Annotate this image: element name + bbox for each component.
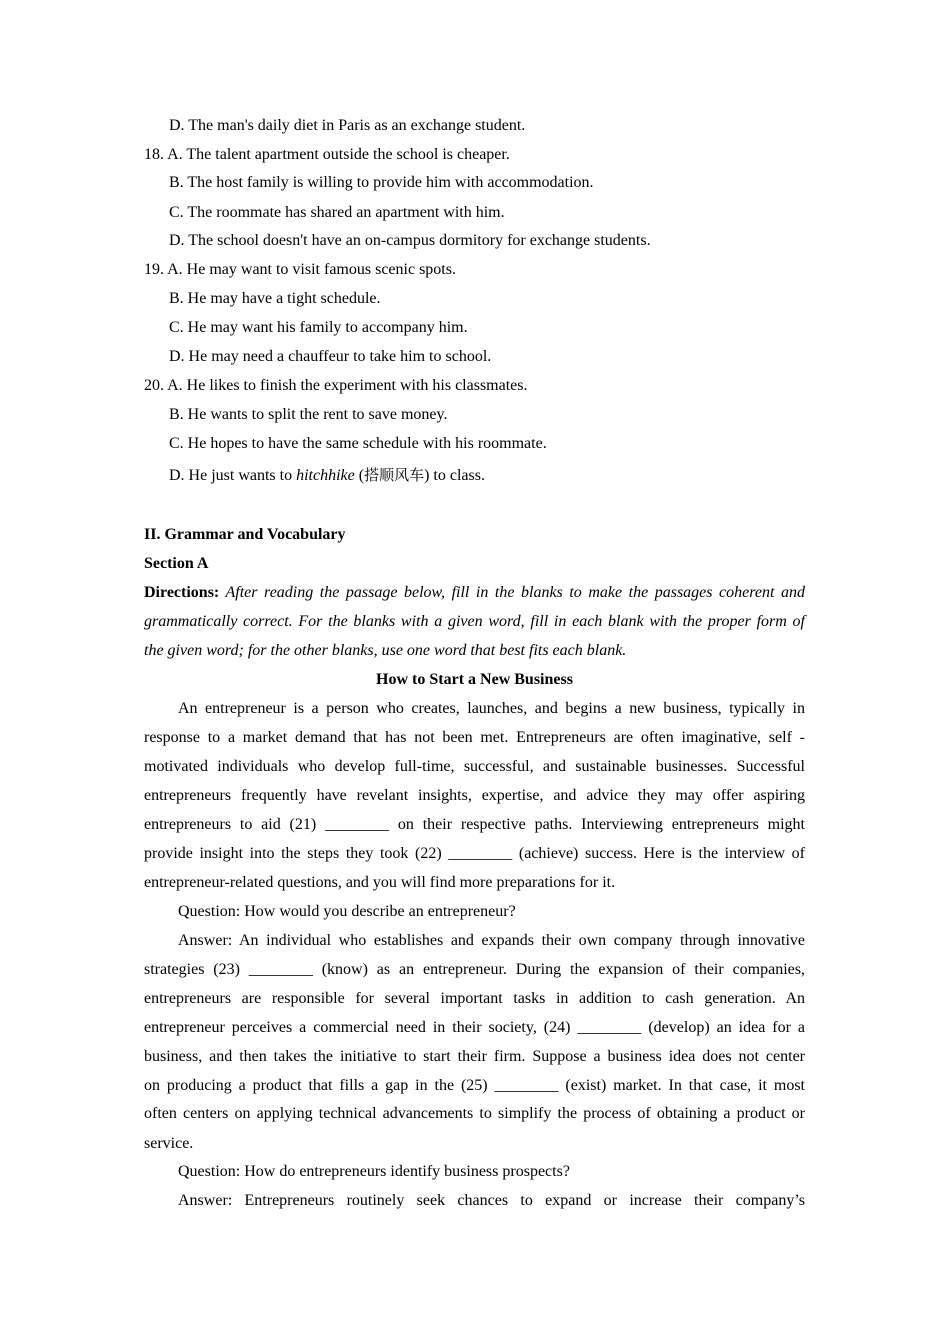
q20-option-c: C. He hopes to have the same schedule with his roommate. (169, 435, 547, 452)
answer1-line: entrepreneurs are responsible for several important tasks in addition to cash generation. An (144, 990, 805, 1007)
q19-option-c: C. He may want his family to accompany him. (169, 319, 468, 336)
section-title: Section A (144, 555, 209, 572)
paragraph1-line: An entrepreneur is a person who creates, launches, and begins a new business, typically in (178, 700, 805, 717)
paragraph1-line: response to a market demand that has not been met. Entrepreneurs are often imaginative, self - (144, 729, 805, 746)
paragraph1-line-blank-21: entrepreneurs to aid (21) ________ on their respective paths. Interviewing entrepreneurs might (144, 816, 805, 833)
paragraph1-line: entrepreneur-related questions, and you will find more preparations for it. (144, 874, 616, 891)
paragraph1-line: entrepreneurs frequently have revelant insights, expertise, and advice they may offer aspiring (144, 787, 805, 804)
directions-line-2: grammatically correct. For the blanks with a given word, fill in each blank with the proper form of (144, 613, 805, 630)
answer1-line: business, and then takes the initiative to start their firm. Suppose a business idea does not center (144, 1048, 805, 1065)
directions-line-1: Directions: After reading the passage below, fill in the blanks to make the passages coherent and (144, 584, 805, 601)
q20-number: 20. (144, 377, 164, 394)
answer1-line: often centers on applying technical advancements to simplify the process of obtaining a product or (144, 1105, 805, 1122)
answer1-line-blank-23: strategies (23) ________ (know) as an entrepreneur. During the expansion of their companies, (144, 961, 805, 978)
hitchhike-term: hitchhike (296, 467, 355, 484)
q18-option-b: B. The host family is willing to provide him with accommodation. (169, 174, 594, 191)
paragraph1-line: motivated individuals who develop full-time, successful, and sustainable businesses. Successful (144, 758, 805, 775)
q20-option-d: D. He just wants to hitchhike (搭顺风车) to class. (169, 466, 485, 484)
q20-option-b: B. He wants to split the rent to save money. (169, 406, 448, 423)
answer1-line-blank-24: entrepreneur perceives a commercial need in their society, (24) ________ (develop) an idea for a (144, 1019, 805, 1036)
q19-option-d: D. He may need a chauffeur to take him to school. (169, 348, 492, 365)
directions-label: Directions: (144, 584, 220, 601)
q20-option-a: 20. A. He likes to finish the experiment with his classmates. (144, 377, 528, 394)
part-title: II. Grammar and Vocabulary (144, 526, 346, 543)
answer2-line: Answer: Entrepreneurs routinely seek chances to expand or increase their company’s (178, 1192, 805, 1209)
interview-question-1: Question: How would you describe an entrepreneur? (178, 903, 516, 920)
q18-number: 18. (144, 146, 164, 163)
interview-question-2: Question: How do entrepreneurs identify business prospects? (178, 1163, 570, 1180)
q19-option-b: B. He may have a tight schedule. (169, 290, 381, 307)
q19-option-a: 19. A. He may want to visit famous scenic spots. (144, 261, 456, 278)
paragraph1-line-blank-22: provide insight into the steps they took (22) ________ (achieve) success. Here is the interview of (144, 845, 805, 862)
q19-number: 19. (144, 261, 164, 278)
chinese-gloss: 搭顺风车 (364, 466, 425, 484)
q17-option-d: D. The man's daily diet in Paris as an exchange student. (169, 117, 526, 134)
answer1-line: Answer: An individual who establishes and expands their own company through innovative (178, 932, 805, 949)
q18-option-a: 18. A. The talent apartment outside the school is cheaper. (144, 146, 510, 163)
q18-option-d: D. The school doesn't have an on-campus dormitory for exchange students. (169, 232, 651, 249)
answer1-line-blank-25: on producing a product that fills a gap in the (25) ________ (exist) market. In that case, it most (144, 1077, 805, 1094)
q18-option-c: C. The roommate has shared an apartment with him. (169, 204, 505, 221)
directions-line-3: the given word; for the other blanks, use one word that best fits each blank. (144, 642, 627, 659)
answer1-line: service. (144, 1135, 194, 1152)
passage-title: How to Start a New Business (376, 671, 573, 688)
